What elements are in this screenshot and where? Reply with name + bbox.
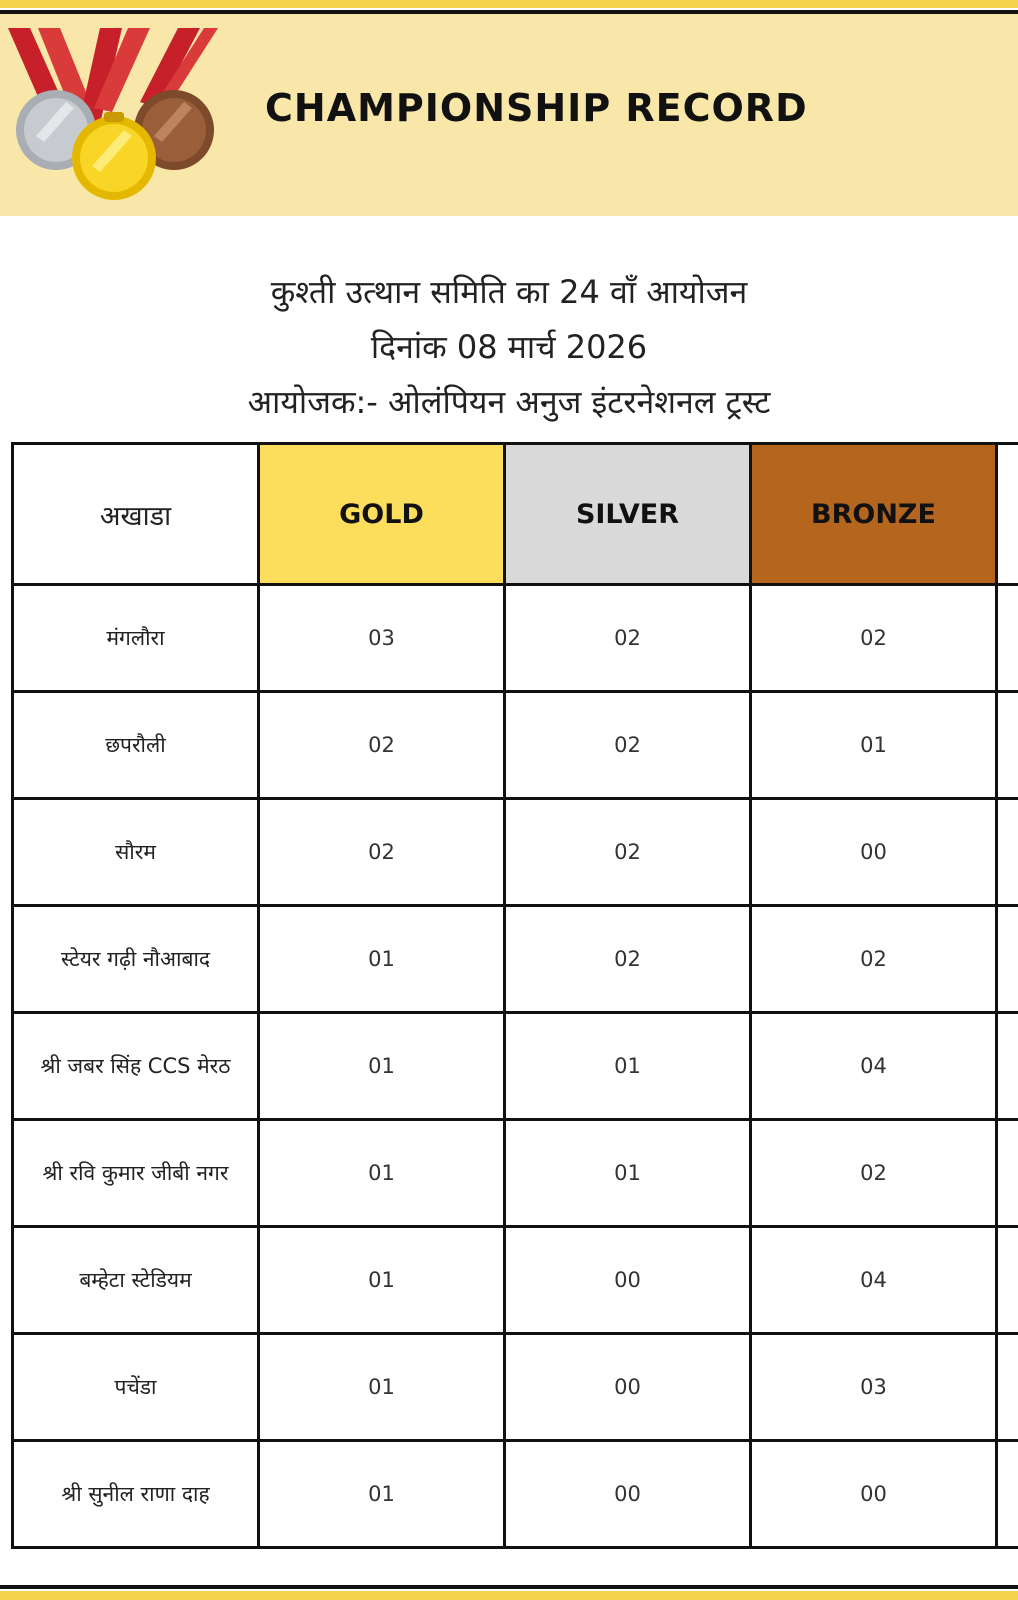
column-header-akhada: अखाडा: [13, 444, 259, 585]
top-accent-rule: [0, 0, 1018, 8]
gold-cell: 01: [259, 1227, 505, 1334]
medal-table: [11, 442, 1018, 1549]
table-row: [13, 1227, 1018, 1334]
bronze-cell: 04: [751, 1227, 997, 1334]
table-edge-cell: [997, 585, 1018, 692]
gold-cell: 01: [259, 1334, 505, 1441]
gold-cell: 01: [259, 1120, 505, 1227]
silver-cell: 00: [505, 1227, 751, 1334]
bronze-cell: 02: [751, 1120, 997, 1227]
column-header-bronze: BRONZE: [751, 444, 997, 585]
table-row: [13, 692, 1018, 799]
bottom-accent-rule: [0, 1591, 1018, 1600]
bronze-cell: 01: [751, 692, 997, 799]
page-title: CHAMPIONSHIP RECORD: [265, 86, 808, 130]
gold-cell: 01: [259, 1441, 505, 1548]
silver-cell: 00: [505, 1441, 751, 1548]
table-row: [13, 1334, 1018, 1441]
table-edge-cell: [997, 906, 1018, 1013]
column-header-silver: SILVER: [505, 444, 751, 585]
table-header-row: [13, 444, 1018, 585]
table-row: [13, 906, 1018, 1013]
bronze-cell: 04: [751, 1013, 997, 1120]
table-row: [13, 799, 1018, 906]
bronze-cell: 00: [751, 1441, 997, 1548]
akhada-cell: स्टेयर गढ़ी नौआबाद: [13, 906, 259, 1013]
table-edge-cell: [997, 1120, 1018, 1227]
bottom-border-line: [0, 1585, 1018, 1589]
akhada-cell: मंगलौरा: [13, 585, 259, 692]
gold-cell: 01: [259, 1013, 505, 1120]
table-edge-cell: [997, 1227, 1018, 1334]
table-row: [13, 585, 1018, 692]
column-header-gold: GOLD: [259, 444, 505, 585]
silver-cell: 02: [505, 906, 751, 1013]
event-title: कुश्ती उत्थान समिति का 24 वाँ आयोजन: [270, 273, 748, 311]
header-banner: [0, 14, 1018, 216]
table-edge-cell: [997, 444, 1018, 585]
silver-cell: 01: [505, 1120, 751, 1227]
akhada-cell: बम्हेटा स्टेडियम: [13, 1227, 259, 1334]
akhada-cell: छपरौली: [13, 692, 259, 799]
event-organizer: आयोजक:- ओलंपियन अनुज इंटरनेशनल ट्रस्ट: [247, 383, 771, 421]
akhada-cell: श्री सुनील राणा दाह: [13, 1441, 259, 1548]
akhada-cell: सौरम: [13, 799, 259, 906]
gold-cell: 01: [259, 906, 505, 1013]
bronze-cell: 02: [751, 906, 997, 1013]
gold-cell: 03: [259, 585, 505, 692]
bronze-cell: 02: [751, 585, 997, 692]
akhada-cell: श्री जबर सिंह CCS मेरठ: [13, 1013, 259, 1120]
silver-cell: 02: [505, 585, 751, 692]
bronze-cell: 00: [751, 799, 997, 906]
silver-cell: 02: [505, 799, 751, 906]
table-row: [13, 1441, 1018, 1548]
silver-cell: 00: [505, 1334, 751, 1441]
table-edge-cell: [997, 1334, 1018, 1441]
gold-cell: 02: [259, 692, 505, 799]
table-row: [13, 1013, 1018, 1120]
event-date: दिनांक 08 मार्च 2026: [370, 328, 648, 366]
table-row: [13, 1120, 1018, 1227]
table-edge-cell: [997, 1013, 1018, 1120]
gold-cell: 02: [259, 799, 505, 906]
silver-cell: 01: [505, 1013, 751, 1120]
table-edge-cell: [997, 692, 1018, 799]
silver-cell: 02: [505, 692, 751, 799]
akhada-cell: श्री रवि कुमार जीबी नगर: [13, 1120, 259, 1227]
medals-icon: [8, 28, 228, 208]
table-edge-cell: [997, 1441, 1018, 1548]
table-edge-cell: [997, 799, 1018, 906]
akhada-cell: पचेंडा: [13, 1334, 259, 1441]
bronze-cell: 03: [751, 1334, 997, 1441]
